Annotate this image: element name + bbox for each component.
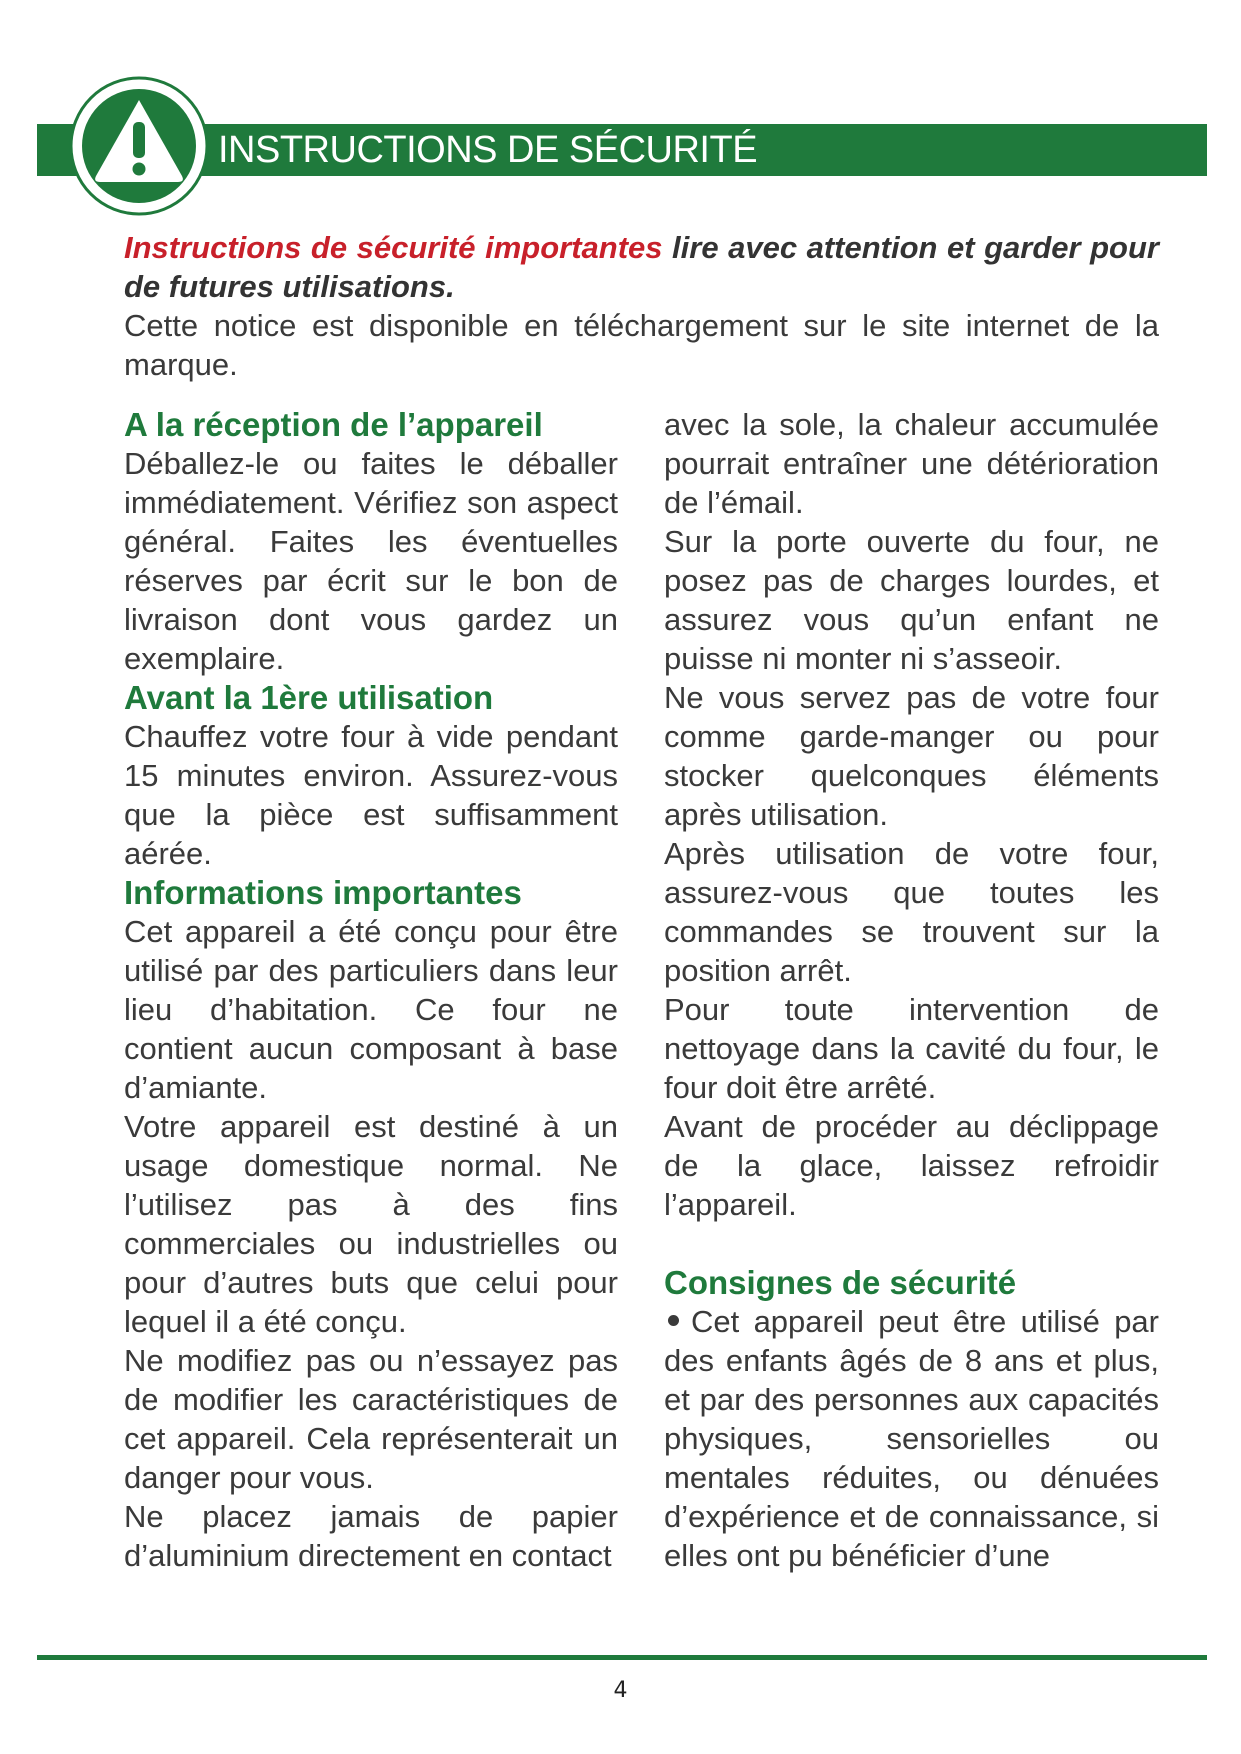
bullet-icon — [668, 1315, 679, 1326]
footer-rule — [37, 1655, 1207, 1660]
section-heading-important-info: Informations importantes — [124, 874, 522, 911]
paragraph-important-3: Ne modifiez pas ou n’essayez pas de modifier les caractéristiques de cet appareil. Cela représenterait un danger pour vous. — [124, 1343, 618, 1495]
bullet-item — [664, 1302, 1159, 1575]
intro-instruction: lire avec attention et garder pour de futures utilisations. — [124, 230, 1159, 304]
left-column — [124, 405, 618, 1575]
section-heading-reception: A la réception de l’appareil — [124, 406, 543, 443]
intro — [124, 228, 1159, 384]
paragraph-continued: avec la sole, la chaleur accumulée pourrait entraîner une détérioration de l’émail. — [664, 407, 1159, 520]
paragraph-important-1: Cet appareil a été conçu pour être utilisé par des particuliers dans leur lieu d’habitation. Ce four ne contient aucun composant à base d’amiante. — [124, 914, 618, 1105]
intro-notice: Cette notice est disponible en téléchargement sur le site internet de la marque. — [124, 308, 1159, 382]
warning-icon — [69, 76, 209, 216]
intro-important-label: Instructions de sécurité importantes — [124, 230, 663, 265]
paragraph-door: Sur la porte ouverte du four, ne posez pas de charges lourdes, et assurez vous qu’un enfant ne puisse ni monter ni s’asseoir. — [664, 524, 1159, 676]
paragraph-important-4: Ne placez jamais de papier d’aluminium directement en contact — [124, 1499, 618, 1573]
section-heading-safety: Consignes de sécurité — [664, 1264, 1017, 1301]
spacer — [664, 1224, 1159, 1263]
page-number: 4 — [613, 1678, 628, 1703]
paragraph-storage: Ne vous servez pas de votre four comme garde-manger ou pour stocker quelconques éléments après utilisation. — [664, 680, 1159, 832]
page-title: INSTRUCTIONS DE SÉCURITÉ — [218, 129, 758, 171]
paragraph-cleaning: Pour toute intervention de nettoyage dans la cavité du four, le four doit être arrêté. — [664, 992, 1159, 1105]
right-column — [664, 405, 1159, 1575]
paragraph-controls: Après utilisation de votre four, assurez-vous que toutes les commandes se trouvent sur la position arrêt. — [664, 836, 1159, 988]
section-heading-first-use: Avant la 1ère utilisation — [124, 679, 494, 716]
paragraph-important-2: Votre appareil est destiné à un usage domestique normal. Ne l’utilisez pas à des fins commerciales ou industrielles ou pour d’autres buts que celui pour lequel il a été conçu. — [124, 1109, 618, 1339]
bullet-text: Cet appareil peut être utilisé par des enfants âgés de 8 ans et plus, et par des personnes aux capacités physiques, sensorielles ou mentales réduites, ou dénuées d’expérience et de connaissance, si elles ont pu bénéficier d’une — [664, 1304, 1159, 1573]
paragraph-glass: Avant de procéder au déclippage de la glace, laissez refroidir l’appareil. — [664, 1109, 1159, 1222]
paragraph-first-use: Chauffez votre four à vide pendant 15 minutes environ. Assurez-vous que la pièce est suffisamment aérée. — [124, 719, 618, 871]
paragraph-reception: Déballez-le ou faites le déballer immédiatement. Vérifiez son aspect général. Faites les éventuelles réserves par écrit sur le bon de livraison dont vous gardez un exemplaire. — [124, 446, 618, 676]
